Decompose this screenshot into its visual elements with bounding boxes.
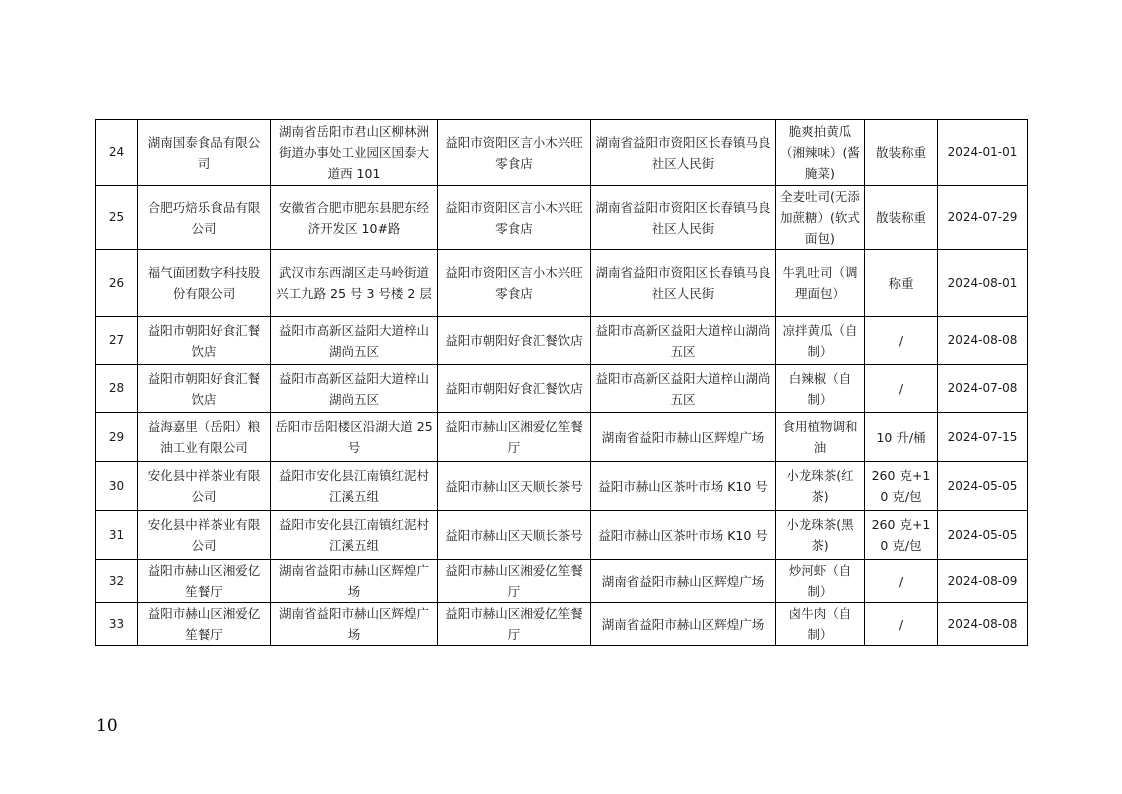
producer-name-cell: 福气面团数字科技股份有限公司 [138, 250, 271, 317]
row-number-cell: 25 [96, 186, 138, 250]
producer-address-cell: 益阳市高新区益阳大道梓山湖尚五区 [271, 317, 438, 365]
page-number: 10 [96, 716, 118, 736]
seller-address-cell: 益阳市高新区益阳大道梓山湖尚五区 [591, 365, 776, 413]
seller-name-cell: 益阳市赫山区湘爱亿笙餐厅 [438, 560, 591, 603]
row-number-cell: 31 [96, 511, 138, 560]
table-row [96, 317, 1028, 365]
production-date-cell: 2024-08-01 [938, 250, 1028, 317]
table-row [96, 186, 1028, 250]
table-body [96, 120, 1028, 646]
spec-cell: 散装称重 [865, 120, 938, 186]
table-row [96, 603, 1028, 646]
production-date-cell: 2024-08-09 [938, 560, 1028, 603]
seller-name-cell: 益阳市赫山区湘爱亿笙餐厅 [438, 603, 591, 646]
table-row [96, 413, 1028, 462]
sampling-results-table [95, 119, 1028, 646]
seller-address-cell: 湖南省益阳市资阳区长春镇马良社区人民街 [591, 120, 776, 186]
seller-address-cell: 湖南省益阳市赫山区辉煌广场 [591, 413, 776, 462]
seller-name-cell: 益阳市资阳区言小木兴旺零食店 [438, 250, 591, 317]
spec-cell: / [865, 560, 938, 603]
seller-address-cell: 湖南省益阳市资阳区长春镇马良社区人民街 [591, 186, 776, 250]
product-name-cell: 全麦吐司(无添加蔗糖）(软式面包) [776, 186, 865, 250]
production-date-cell: 2024-05-05 [938, 462, 1028, 511]
table-row [96, 120, 1028, 186]
seller-name-cell: 益阳市资阳区言小木兴旺零食店 [438, 186, 591, 250]
producer-address-cell: 湖南省岳阳市君山区柳林洲街道办事处工业园区国泰大道西 101 [271, 120, 438, 186]
producer-name-cell: 安化县中祥茶业有限公司 [138, 511, 271, 560]
product-name-cell: 凉拌黄瓜（自制） [776, 317, 865, 365]
table-row [96, 250, 1028, 317]
spec-cell: 散装称重 [865, 186, 938, 250]
row-number-cell: 30 [96, 462, 138, 511]
seller-address-cell: 益阳市赫山区茶叶市场 K10 号 [591, 511, 776, 560]
table-row [96, 560, 1028, 603]
row-number-cell: 28 [96, 365, 138, 413]
spec-cell: / [865, 365, 938, 413]
row-number-cell: 24 [96, 120, 138, 186]
production-date-cell: 2024-05-05 [938, 511, 1028, 560]
producer-address-cell: 岳阳市岳阳楼区沿湖大道 25 号 [271, 413, 438, 462]
product-name-cell: 小龙珠茶(黑茶) [776, 511, 865, 560]
producer-address-cell: 湖南省益阳市赫山区辉煌广场 [271, 560, 438, 603]
production-date-cell: 2024-07-08 [938, 365, 1028, 413]
table-row [96, 365, 1028, 413]
producer-name-cell: 益阳市朝阳好食汇餐饮店 [138, 365, 271, 413]
seller-name-cell: 益阳市赫山区天顺长茶号 [438, 462, 591, 511]
product-name-cell: 脆爽拍黄瓜（湘辣味）(酱腌菜) [776, 120, 865, 186]
seller-name-cell: 益阳市朝阳好食汇餐饮店 [438, 365, 591, 413]
product-name-cell: 白辣椒（自制） [776, 365, 865, 413]
production-date-cell: 2024-07-29 [938, 186, 1028, 250]
spec-cell: 260 克+10 克/包 [865, 511, 938, 560]
seller-address-cell: 湖南省益阳市赫山区辉煌广场 [591, 560, 776, 603]
production-date-cell: 2024-08-08 [938, 603, 1028, 646]
producer-address-cell: 武汉市东西湖区走马岭街道兴工九路 25 号 3 号楼 2 层 [271, 250, 438, 317]
seller-address-cell: 湖南省益阳市赫山区辉煌广场 [591, 603, 776, 646]
producer-address-cell: 湖南省益阳市赫山区辉煌广场 [271, 603, 438, 646]
production-date-cell: 2024-08-08 [938, 317, 1028, 365]
producer-address-cell: 安徽省合肥市肥东县肥东经济开发区 10#路 [271, 186, 438, 250]
spec-cell: / [865, 317, 938, 365]
spec-cell: 10 升/桶 [865, 413, 938, 462]
table-row [96, 511, 1028, 560]
producer-name-cell: 安化县中祥茶业有限公司 [138, 462, 271, 511]
production-date-cell: 2024-01-01 [938, 120, 1028, 186]
seller-address-cell: 益阳市赫山区茶叶市场 K10 号 [591, 462, 776, 511]
row-number-cell: 32 [96, 560, 138, 603]
seller-name-cell: 益阳市赫山区湘爱亿笙餐厅 [438, 413, 591, 462]
product-name-cell: 小龙珠茶(红茶) [776, 462, 865, 511]
row-number-cell: 29 [96, 413, 138, 462]
row-number-cell: 33 [96, 603, 138, 646]
spec-cell: 称重 [865, 250, 938, 317]
seller-name-cell: 益阳市朝阳好食汇餐饮店 [438, 317, 591, 365]
table-row [96, 462, 1028, 511]
producer-name-cell: 益阳市朝阳好食汇餐饮店 [138, 317, 271, 365]
spec-cell: 260 克+10 克/包 [865, 462, 938, 511]
row-number-cell: 27 [96, 317, 138, 365]
producer-address-cell: 益阳市安化县江南镇红泥村江溪五组 [271, 511, 438, 560]
seller-address-cell: 湖南省益阳市资阳区长春镇马良社区人民街 [591, 250, 776, 317]
seller-address-cell: 益阳市高新区益阳大道梓山湖尚五区 [591, 317, 776, 365]
producer-name-cell: 益海嘉里（岳阳）粮油工业有限公司 [138, 413, 271, 462]
seller-name-cell: 益阳市赫山区天顺长茶号 [438, 511, 591, 560]
producer-address-cell: 益阳市高新区益阳大道梓山湖尚五区 [271, 365, 438, 413]
product-name-cell: 炒河虾（自制） [776, 560, 865, 603]
producer-address-cell: 益阳市安化县江南镇红泥村江溪五组 [271, 462, 438, 511]
row-number-cell: 26 [96, 250, 138, 317]
producer-name-cell: 益阳市赫山区湘爱亿笙餐厅 [138, 560, 271, 603]
producer-name-cell: 益阳市赫山区湘爱亿笙餐厅 [138, 603, 271, 646]
spec-cell: / [865, 603, 938, 646]
product-name-cell: 食用植物调和油 [776, 413, 865, 462]
producer-name-cell: 合肥巧焙乐食品有限公司 [138, 186, 271, 250]
product-name-cell: 牛乳吐司（调理面包） [776, 250, 865, 317]
producer-name-cell: 湖南国泰食品有限公司 [138, 120, 271, 186]
seller-name-cell: 益阳市资阳区言小木兴旺零食店 [438, 120, 591, 186]
production-date-cell: 2024-07-15 [938, 413, 1028, 462]
product-name-cell: 卤牛肉（自制） [776, 603, 865, 646]
